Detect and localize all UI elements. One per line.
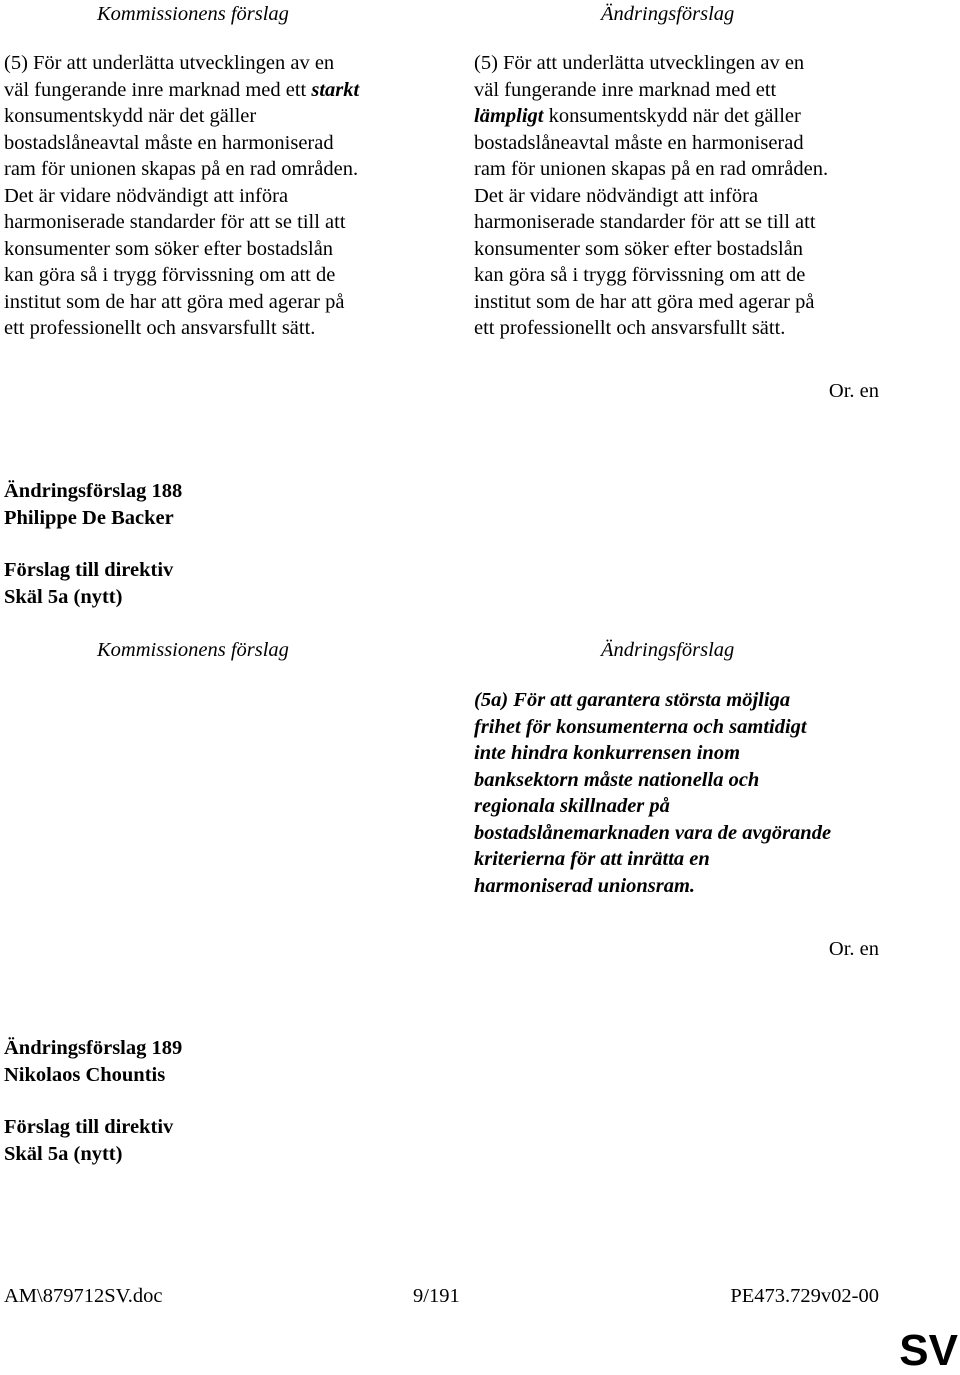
proposal-title: Förslag till direktiv (4, 1116, 174, 1138)
footer-page-number: 9/191 (413, 1285, 460, 1307)
amendment-188-header (4, 478, 182, 610)
text-line: bostadslåneavtal måste en harmoniserad (474, 131, 804, 154)
text-line: konsumenter som söker efter bostadslån (4, 237, 334, 260)
amendment-188-text (474, 687, 899, 899)
text-line-part: konsumentskydd när det gäller (543, 105, 801, 127)
original-language: Or. en (828, 938, 879, 960)
text-line: harmoniserad unionsram. (474, 874, 696, 897)
text-line: inte hindra konkurrensen inom (474, 742, 741, 764)
text-line: institut som de har att göra med agerar på (4, 290, 345, 313)
recital-ref: Skäl 5a (nytt) (4, 585, 123, 608)
right-column-header: Ändringsförslag (601, 639, 735, 661)
emphasis-word: starkt (311, 78, 360, 101)
text-line: ett professionellt och ansvarsfullt sätt. (4, 317, 316, 339)
text-line: bostadslåneavtal måste en harmoniserad (4, 131, 334, 154)
text-line: (5) För att underlätta utvecklingen av en (474, 52, 805, 74)
text-line: (5a) För att garantera största möjliga (474, 689, 791, 711)
text-line: harmoniserade standarder för att se till att (474, 211, 816, 233)
amendment-author: Nikolaos Chountis (4, 1063, 166, 1086)
text-line: frihet för konsumenterna och samtidigt (474, 715, 807, 738)
amendment-author: Philippe De Backer (4, 506, 174, 529)
amendment-number: Ändringsförslag 188 (4, 480, 183, 502)
text-line: ram för unionen skapas på en rad områden. (474, 158, 829, 180)
recital-ref: Skäl 5a (nytt) (4, 1142, 123, 1165)
text-line: regionala skillnader på (474, 795, 670, 817)
amendment-text (474, 50, 899, 342)
text-line: konsumenter som söker efter bostadslån (474, 237, 804, 260)
text-line: kan göra så i trygg förvissning om att de (474, 264, 806, 286)
text-line-part: väl fungerande inre marknad med ett (4, 78, 312, 101)
text-line: (5) För att underlätta utvecklingen av en (4, 52, 335, 74)
text-line: banksektorn måste nationella och (474, 768, 760, 791)
proposal-title: Förslag till direktiv (4, 559, 174, 581)
original-language: Or. en (828, 380, 879, 402)
text-line: Det är vidare nödvändigt att införa (4, 184, 289, 207)
text-line: kan göra så i trygg förvissning om att de (4, 264, 336, 286)
commission-text (4, 50, 429, 342)
left-column-header: Kommissionens förslag (97, 3, 289, 25)
footer-doc-ref: AM\879712SV.doc (4, 1285, 163, 1307)
text-line: konsumentskydd när det gäller (4, 105, 257, 127)
text-line: bostadslånemarknaden vara de avgörande (474, 821, 832, 844)
text-line: kriterierna för att inrätta en (474, 848, 710, 870)
amendment-number: Ändringsförslag 189 (4, 1037, 183, 1059)
text-line: ram för unionen skapas på en rad områden. (4, 158, 359, 180)
text-line (474, 103, 899, 130)
text-line: Det är vidare nödvändigt att införa (474, 184, 759, 207)
emphasis-word: lämpligt (474, 105, 544, 127)
amendment-189-header (4, 1035, 182, 1167)
text-line (4, 77, 429, 104)
text-line: väl fungerande inre marknad med ett (474, 78, 777, 101)
right-column-header: Ändringsförslag (601, 3, 735, 25)
text-line: institut som de har att göra med agerar på (474, 290, 815, 313)
text-line: ett professionellt och ansvarsfullt sätt. (474, 317, 786, 339)
left-column-header: Kommissionens förslag (97, 639, 289, 661)
language-code: SV (899, 1326, 958, 1375)
footer-pe-ref: PE473.729v02-00 (730, 1285, 879, 1307)
text-line: harmoniserade standarder för att se till att (4, 211, 346, 233)
